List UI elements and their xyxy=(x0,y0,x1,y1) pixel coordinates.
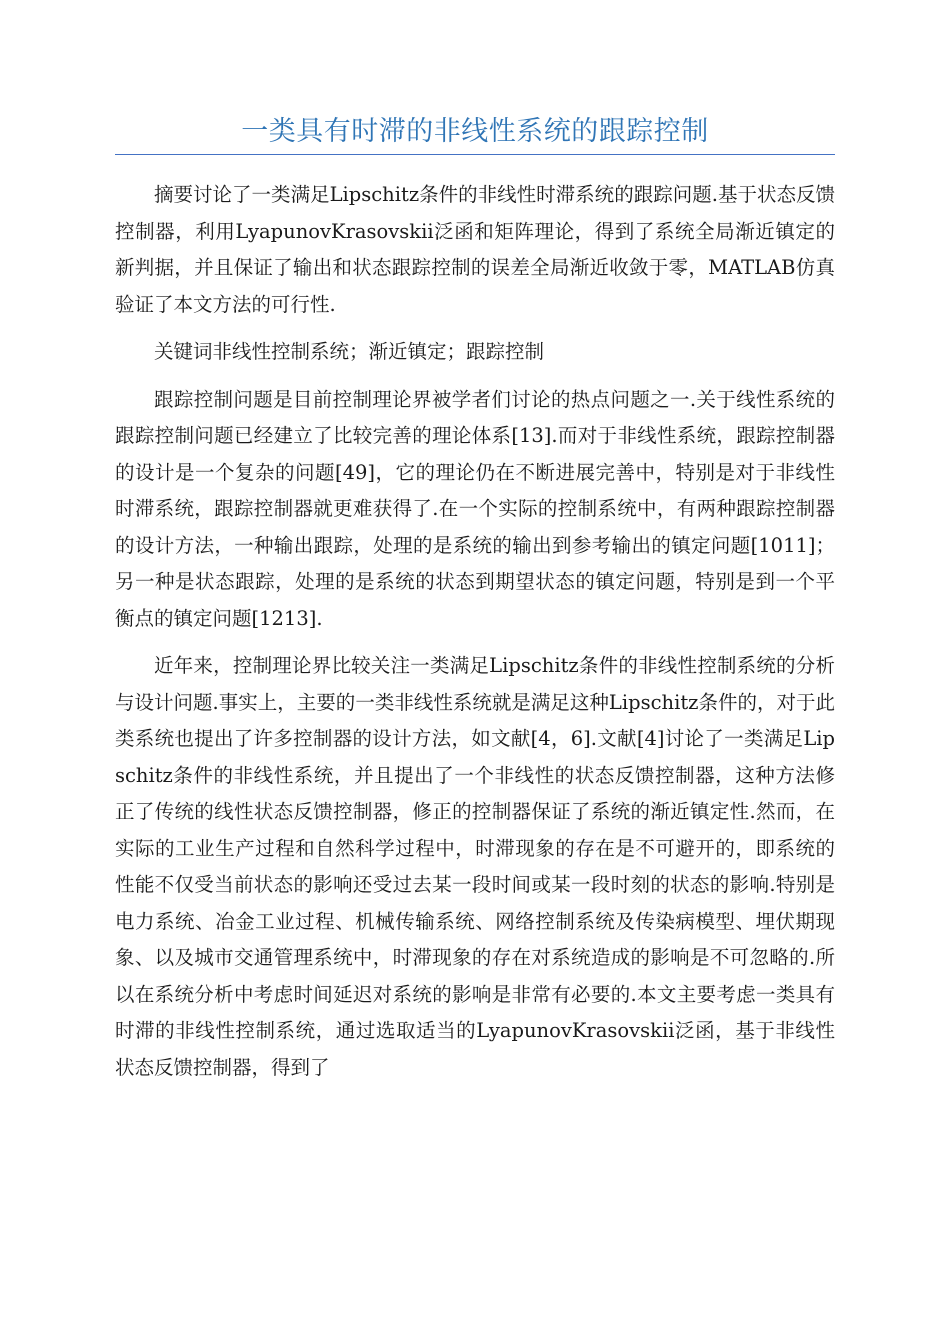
document-page xyxy=(115,0,835,1086)
title-underline xyxy=(115,154,835,155)
body-paragraph-tracking-control: 跟踪控制问题是目前控制理论界被学者们讨论的热点问题之一.关于线性系统的跟踪控制问题已经建立了比较完善的理论体系[13].而对于非线性系统，跟踪控制器的设计是一个复杂的问题[49]，它的理论仍在不断进展完善中，特别是对于非线性时滞系统，跟踪控制器就更难获得了.在一个实际的控制系统中，有两种跟踪控制器的设计方法，一种输出跟踪，处理的是系统的输出到参考输出的镇定问题[1011]；另一种是状态跟踪，处理的是系统的状态到期望状态的镇定问题，特别是到一个平衡点的镇定问题[1213]. xyxy=(115,387,835,630)
abstract-paragraph: 摘要讨论了一类满足Lipschitz条件的非线性时滞系统的跟踪问题.基于状态反馈控制器，利用LyapunovKrasovskii泛函和矩阵理论，得到了系统全局渐近镇定的新判据，并且保证了输出和状态跟踪控制的误差全局渐近收敛于零，MATLAB仿真验证了本文方法的可行性. xyxy=(115,183,835,316)
body-paragraph-lipschitz: 近年来，控制理论界比较关注一类满足Lipschitz条件的非线性控制系统的分析与设计问题.事实上，主要的一类非线性系统就是满足这种Lipschitz条件的，对于此类系统也提出了许多控制器的设计方法，如文献[4，6].文献[4]讨论了一类满足Lipschitz条件的非线性系统，并且提出了一个非线性的状态反馈控制器，这种方法修正了传统的线性状态反馈控制器，修正的控制器保证了系统的渐近镇定性.然而，在实际的工业生产过程和自然科学过程中，时滞现象的存在是不可避开的，即系统的性能不仅受当前状态的影响还受过去某一段时间或某一段时刻的状态的影响.特别是电力系统、冶金工业过程、机械传输系统、网络控制系统及传染病模型、埋伏期现象、以及城市交通管理系统中，时滞现象的存在对系统造成的影响是不可忽略的.所以在系统分析中考虑时间延迟对系统的影响是非常有必要的.本文主要考虑一类具有时滞的非线性控制系统，通过选取适当的LyapunovKrasovskii泛函，基于非线性状态反馈控制器，得到了 xyxy=(115,654,835,1079)
keywords-paragraph: 关键词非线性控制系统；渐近镇定；跟踪控制 xyxy=(154,340,545,363)
document-title: 一类具有时滞的非线性系统的跟踪控制 xyxy=(241,116,709,147)
